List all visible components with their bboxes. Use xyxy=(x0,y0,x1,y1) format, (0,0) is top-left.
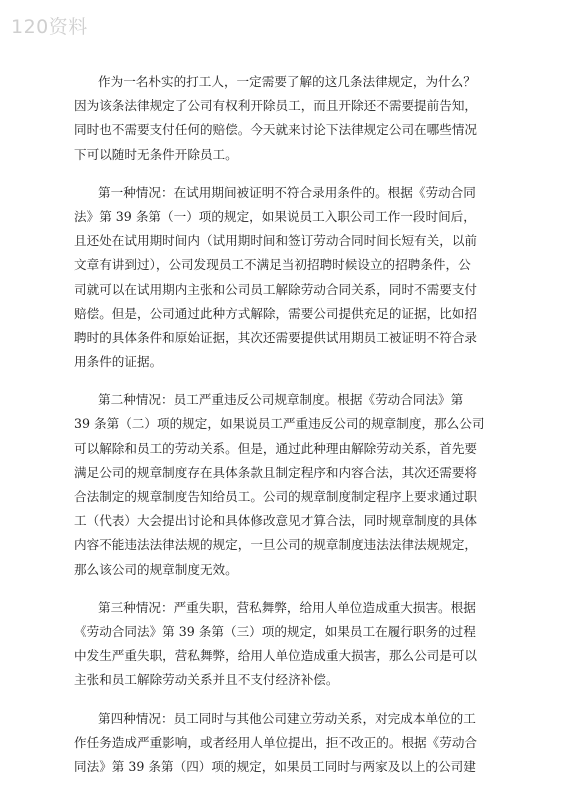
text-line: 因为该条法律规定了公司有权利开除员工，而且开除还不需要提前告知， xyxy=(74,98,477,114)
text-line: 满足公司的规章制度存在具体条款且制定程序和内容合法，其次还需要将 xyxy=(74,464,477,480)
text-line: 合法制定的规章制度告知给员工。公司的规章制度制定程序上要求通过职 xyxy=(74,489,477,504)
text-line: 用条件的证据。 xyxy=(74,354,163,370)
text-line: 下可以随时无条件开除员工。 xyxy=(74,146,238,162)
text-line: 赔偿。但是，公司通过此种方式解除，需要公司提供充足的证据，比如招 xyxy=(74,305,477,321)
text-line: 文章有讲到过），公司发现员工不满足当初招聘时候设立的招聘条件，公 xyxy=(74,257,471,273)
text-line: 可以解除和员工的劳动关系。但是，通过此种理由解除劳动关系，首先要 xyxy=(74,440,477,456)
document-body xyxy=(74,70,522,793)
text-line: 法》第 39 条第（一）项的规定，如果说员工入职公司工作一段时间后， xyxy=(74,208,476,224)
text-line: 工（代表）大会提出讨论和具体修改意见才算合法，同时规章制度的具体 xyxy=(74,513,477,529)
text-line: 中发生严重失职，营私舞弊，给用人单位造成重大损害，那么公司是可以 xyxy=(74,648,477,664)
text-line: 第一种情况：在试用期间被证明不符合录用条件的。根据《劳动合同 xyxy=(98,184,476,200)
text-line: 39 条第（二）项的规定，如果说员工严重违反公司的规章制度，那么公司 xyxy=(74,416,485,432)
text-line: 第三种情况：严重失职，营私舞弊，给用人单位造成重大损害。根据 xyxy=(98,599,476,615)
text-line: 内容不能违法法律法规的规定，一旦公司的规章制度违法法律法规规定， xyxy=(74,537,477,553)
text-line: 同时也不需要支付任何的赔偿。今天就来讨论下法律规定公司在哪些情况 xyxy=(74,122,477,138)
text-line: 作任务造成严重影响，或者经用人单位提出，拒不改正的。根据《劳动合 xyxy=(74,734,477,750)
text-line: 主张和员工解除劳动关系并且不支付经济补偿。 xyxy=(74,672,339,688)
watermark-logo: 120资料 xyxy=(11,16,88,38)
text-line: 且还处在试用期时间内（试用期时间和签订劳动合同时间长短有关，以前 xyxy=(74,233,477,249)
text-line: 作为一名朴实的打工人，一定需要了解的这几条法律规定，为什么？ xyxy=(98,74,476,89)
text-line: 司就可以在试用期内主张和公司员工解除劳动合同关系，同时不需要支付 xyxy=(74,281,477,297)
paragraph-case-2 xyxy=(74,388,522,582)
text-line: 《劳动合同法》第 39 条第（三）项的规定，如果员工在履行职务的过程 xyxy=(74,623,476,639)
paragraph-case-4 xyxy=(74,707,522,780)
paragraph-case-3 xyxy=(74,596,522,693)
text-line: 那么该公司的规章制度无效。 xyxy=(74,561,238,577)
text-line: 聘时的具体条件和原始证据，其次还需要提供试用期员工被证明不符合录 xyxy=(74,329,477,345)
text-line: 第二种情况：员工严重违反公司规章制度。根据《劳动合同法》第 xyxy=(98,392,464,408)
text-line: 同法》第 39 条第（四）项的规定，如果员工同时与两家及以上的公司建 xyxy=(74,758,476,774)
paragraph-case-1 xyxy=(74,181,522,375)
paragraph-intro xyxy=(74,70,522,167)
text-line: 第四种情况：员工同时与其他公司建立劳动关系，对完成本单位的工 xyxy=(98,710,476,726)
